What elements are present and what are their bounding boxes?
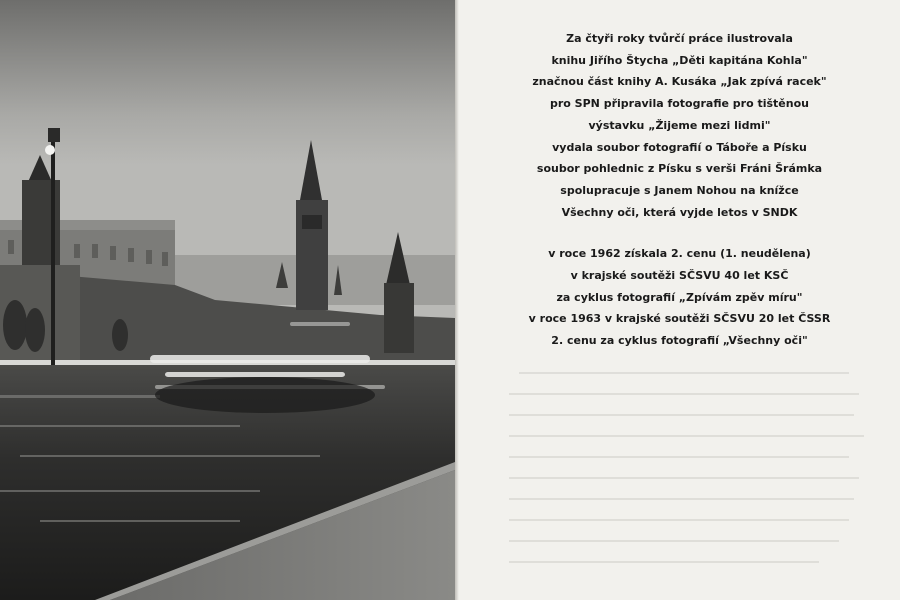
text-line: za cyklus fotografií „Zpívám zpěv míru": [556, 290, 803, 304]
text-line: knihu Jiřího Štycha „Děti kapitána Kohla": [551, 53, 808, 67]
text-line: Za čtyři roky tvůrčí práce ilustrovala: [566, 32, 793, 45]
text-line: v roce 1963 v krajské soutěži SČSVU 20 let ČSSR: [528, 312, 831, 326]
biography-text: [459, 28, 900, 352]
text-line: výstavku „Žijeme mezi lidmi": [588, 118, 771, 132]
text-line: spolupracuje s Janem Nohou na knížce: [560, 183, 799, 197]
paragraph-gap: [459, 223, 900, 243]
text-line: v krajské soutěži SČSVU 40 let KSČ: [570, 269, 789, 283]
text-line: vydala soubor fotografií o Táboře a Písku: [552, 140, 807, 154]
text-line: Všechny oči, která vyjde letos v SNDK: [561, 205, 798, 219]
text-line: soubor pohlednic z Písku s verši Fráni Šrámka: [536, 162, 823, 176]
text-line: pro SPN připravila fotografie pro tištěnou: [550, 97, 809, 111]
text-line: značnou část knihy A. Kusáka „Jak zpívá racek": [532, 75, 827, 89]
text-line: v roce 1962 získala 2. cenu (1. neudělena): [548, 247, 811, 261]
right-page: [459, 0, 900, 600]
text-line: 2. cenu za cyklus fotografií „Všechny oči": [551, 334, 808, 348]
